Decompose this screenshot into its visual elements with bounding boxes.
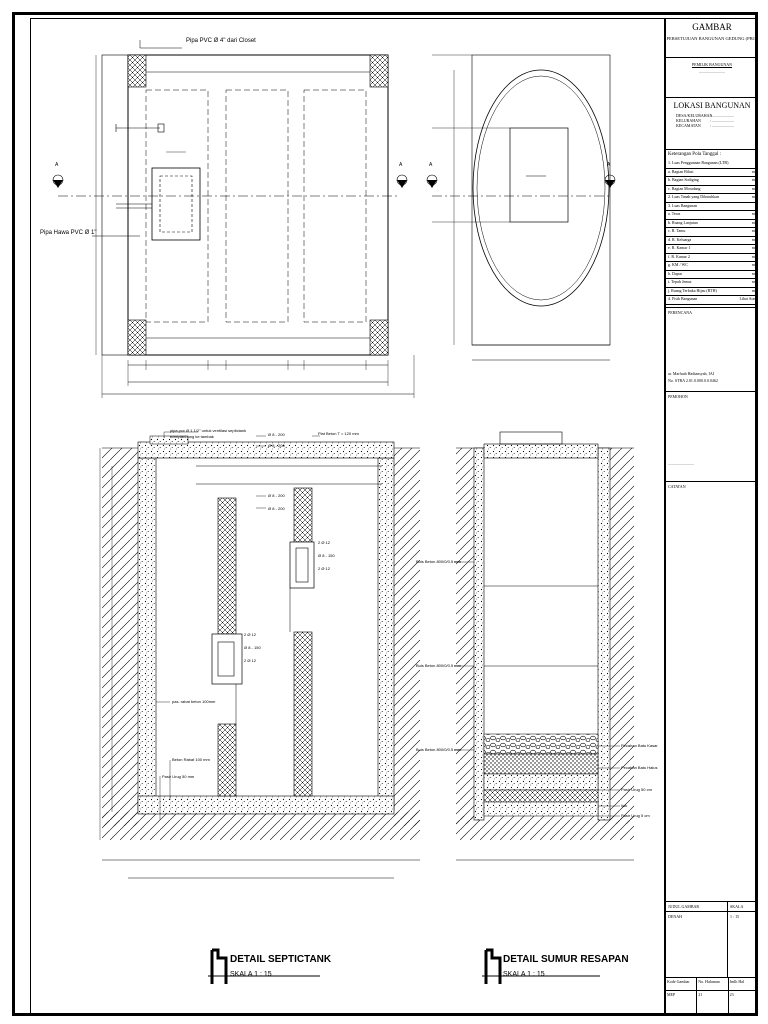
tb-keterangan-label: e. R. Kamar 1 bbox=[668, 245, 691, 250]
tb-location-field-value: : ...................... bbox=[710, 113, 735, 118]
sumur-title bbox=[503, 954, 629, 978]
tb-keterangan-unit: m² bbox=[751, 194, 756, 199]
tb-pemohon-value: .......................... bbox=[668, 461, 694, 466]
tb-location-field-label: KELURAHAN bbox=[676, 118, 701, 123]
label-rebar-3: Ø 8 - 200 bbox=[268, 493, 285, 498]
tb-keterangan-row bbox=[666, 211, 758, 220]
tb-catatan-label: CATATAN bbox=[668, 484, 686, 489]
tb-footer-h1: Kode Gambar bbox=[666, 978, 697, 990]
tb-keterangan-label: h. Dapur bbox=[668, 270, 682, 276]
tb-perencana-label: PERENCANA bbox=[668, 310, 693, 315]
tb-keterangan-unit: m² bbox=[751, 270, 756, 276]
label-buis-1: Buis Beton 800/0/0.5 mm bbox=[416, 559, 461, 564]
tb-keterangan-unit: m² bbox=[751, 185, 756, 191]
label-vent2: menyambung ke tambak bbox=[170, 434, 214, 439]
tb-keterangan-unit: m² bbox=[751, 262, 756, 267]
tb-location-field bbox=[676, 123, 758, 128]
tb-perencana-reg: No. STRA 2.01.0.000.0.0.0462 bbox=[668, 378, 718, 383]
tb-keterangan-row bbox=[666, 262, 758, 271]
tb-judul-cell bbox=[666, 902, 728, 978]
label-pvc-hawa: Pipa Hawa PVC Ø 1" bbox=[40, 230, 97, 236]
tb-keterangan-unit: m² bbox=[751, 253, 756, 259]
tb-keterangan-row bbox=[666, 160, 758, 169]
tb-keterangan-row bbox=[666, 279, 758, 288]
tb-keterangan-row bbox=[666, 254, 758, 263]
tb-catatan bbox=[666, 482, 758, 902]
tb-footer-v3: 23 bbox=[729, 992, 734, 997]
label-vent: pipa pvc Ø 1 1/2" untuk ventilasi septictank bbox=[170, 428, 247, 433]
tb-keterangan-row bbox=[666, 203, 758, 212]
label-pas-rabat: pas. rabat beton 100mm bbox=[172, 699, 216, 704]
label-rebar-d1: 2 Ø 12 bbox=[244, 632, 257, 637]
tb-judul-value: DENAH bbox=[668, 914, 682, 919]
tb-keterangan-row bbox=[666, 194, 758, 203]
tb-keterangan-label: a. Teras bbox=[668, 211, 681, 216]
label-kerikil-halus: Pecahan Batu Halus bbox=[621, 765, 658, 770]
sumur-plan bbox=[427, 55, 615, 360]
section-marker-a-left: A bbox=[55, 162, 59, 168]
tb-pemohon-label: PEMOHON bbox=[668, 394, 688, 399]
tb-location-title: LOKASI BANGUNAN bbox=[673, 101, 751, 110]
tb-keterangan-row bbox=[666, 228, 758, 237]
label-rebar-c1: 2 Ø 12 bbox=[318, 540, 331, 545]
tb-keterangan-label: b. Bagian Sodiging bbox=[668, 177, 699, 182]
tb-keterangan-title: Keterangan Pola Tanggal : bbox=[668, 152, 722, 157]
label-plat-beton: Plat Beton T = 120 mm bbox=[318, 431, 359, 436]
title-block bbox=[664, 18, 758, 1016]
tb-keterangan-unit: m² bbox=[751, 279, 756, 284]
label-rebar-c2: Ø 8 - 150 bbox=[318, 553, 335, 558]
tb-keterangan-row bbox=[666, 245, 758, 254]
tb-perencana bbox=[666, 308, 758, 392]
tb-skala-label: SKALA bbox=[728, 902, 758, 912]
tb-keterangan-label: g. KM / WC bbox=[668, 262, 688, 267]
label-pvc-closet: Pipa PVC Ø 4" dari Closet bbox=[186, 38, 256, 44]
tb-judul bbox=[666, 902, 758, 978]
label-buis-2: Buis Beton 800/0/0.5 mm bbox=[416, 663, 461, 668]
tb-keterangan-label: c. R. Tamu bbox=[668, 228, 686, 233]
tb-footer bbox=[666, 978, 758, 1014]
tb-perencana-name: ar. Marfuah Hadiansyah, IAI bbox=[668, 371, 715, 376]
tb-keterangan-unit: m² bbox=[751, 219, 756, 225]
label-buis-3: Buis Beton 800/0/0.5 mm bbox=[416, 747, 461, 752]
tb-footer-h2: No. Halaman bbox=[697, 978, 728, 990]
tb-keterangan-label: 4. Fisik Bangunan bbox=[668, 296, 698, 301]
tb-keterangan-label: 3. Luas Bangunan bbox=[668, 202, 697, 208]
tb-keterangan-label: j. Ruang Terbuka Hijau (RTH) bbox=[668, 287, 717, 293]
tb-keterangan-row bbox=[666, 169, 758, 178]
tb-keterangan-label: c. Bagian Moradang bbox=[668, 185, 701, 191]
tb-keterangan-unit bbox=[738, 160, 758, 168]
label-rebar-d3: 2 Ø 12 bbox=[244, 658, 257, 663]
sumur-section bbox=[454, 432, 634, 860]
tb-keterangan-row bbox=[666, 271, 758, 280]
tb-keterangan-unit: m² bbox=[751, 228, 756, 233]
tb-location bbox=[666, 98, 758, 150]
tb-location-field-label: DESA/KELURAHAN bbox=[676, 113, 713, 118]
tb-owner-label: PEMILIK BANGUNAN bbox=[691, 62, 733, 67]
tb-keterangan-unit: m² bbox=[751, 245, 756, 250]
tb-keterangan-label: i. Tepuh Jemur bbox=[668, 279, 692, 284]
label-rebar-1: Ø 8 - 200 bbox=[268, 432, 285, 437]
tb-project: PERSETUJUAN BANGUNAN GEDUNG (PBG) bbox=[666, 36, 758, 41]
tb-footer-v2: 21 bbox=[697, 991, 728, 1013]
tb-footer-v1: MEP bbox=[666, 991, 697, 1013]
label-rebar-2: Ø 8 - 200 bbox=[268, 443, 285, 448]
label-ijuk: Ijuk bbox=[621, 803, 628, 808]
tb-keterangan-row bbox=[666, 237, 758, 246]
septic-scale-text: SKALA 1 : 15 bbox=[230, 971, 272, 978]
tb-keterangan-list bbox=[666, 160, 758, 305]
tb-keterangan-unit: m² bbox=[751, 211, 756, 216]
label-kerikil-kasar: Pecahan Batu Kasar bbox=[621, 743, 658, 748]
septic-title bbox=[230, 954, 331, 978]
tb-pemohon bbox=[666, 392, 758, 482]
tb-keterangan-label: b. Ruang Lanjutan bbox=[668, 219, 698, 225]
tb-skala-cell bbox=[728, 902, 758, 978]
label-rebar-d2: Ø 8 - 150 bbox=[244, 645, 261, 650]
tb-keterangan-label: 2. Luas Tanah yang Dibutuhkan bbox=[668, 194, 720, 199]
tb-location-field-value: : ...................... bbox=[710, 118, 735, 123]
label-pasir-urug: Pasir Urug 50 mm bbox=[162, 774, 195, 779]
sumur-scale-text: SKALA 1 : 15 bbox=[503, 971, 545, 978]
section-marker-a-right-left: A bbox=[429, 162, 433, 168]
tb-keterangan-row bbox=[666, 220, 758, 229]
section-marker-a-right: A bbox=[607, 162, 611, 168]
septictank-plan bbox=[53, 40, 414, 398]
tb-judul-label: JUDUL GAMBAR bbox=[666, 902, 727, 912]
label-pasir-urug-3: Pasir Urug 5 cm bbox=[621, 813, 650, 818]
tb-keterangan-label: a. Bagian Bilasi bbox=[668, 168, 694, 174]
tb-keterangan-row bbox=[666, 288, 758, 297]
tb-gambar: GAMBAR bbox=[692, 22, 732, 32]
tb-keterangan-row bbox=[666, 296, 758, 305]
label-rebar-c3: 2 Ø 12 bbox=[318, 566, 331, 571]
septictank-section bbox=[100, 432, 420, 878]
section-marker-a-mid: A bbox=[399, 162, 403, 168]
tb-keterangan-label: 1. Luas Penggunaan Bangunan (LTB) bbox=[668, 160, 729, 165]
tb-owner-value: .......................... bbox=[699, 69, 725, 74]
tb-keterangan-unit: m² bbox=[751, 168, 756, 174]
tb-skala-value: 1 : 15 bbox=[730, 914, 740, 919]
tb-keterangan-label: f. R. Kamar 2 bbox=[668, 253, 690, 259]
tb-keterangan-unit: Lihat Atas bbox=[739, 296, 756, 301]
tb-keterangan-unit: m² bbox=[751, 287, 756, 293]
label-beton-rabat: Beton Rabat 100 mm bbox=[172, 757, 210, 762]
tb-location-field-value: : ...................... bbox=[710, 123, 735, 128]
septic-title-text: DETAIL SEPTICTANK bbox=[230, 954, 332, 965]
label-rebar-4: Ø 8 - 200 bbox=[268, 506, 285, 511]
sumur-title-text: DETAIL SUMUR RESAPAN bbox=[503, 954, 629, 965]
tb-location-field-label: KECAMATAN bbox=[676, 123, 701, 128]
tb-keterangan-unit bbox=[738, 203, 758, 211]
tb-keterangan-row bbox=[666, 186, 758, 195]
tb-keterangan-unit: m² bbox=[751, 236, 756, 242]
label-pasir-urug-2: Pasir Urug 50 cm bbox=[621, 787, 652, 792]
tb-location-list bbox=[666, 113, 758, 128]
tb-owner bbox=[666, 58, 758, 98]
tb-keterangan bbox=[666, 150, 758, 308]
tb-footer-h3: Jmlh Hal bbox=[729, 979, 745, 984]
tb-keterangan-row bbox=[666, 177, 758, 186]
tb-header bbox=[666, 18, 758, 58]
tb-keterangan-label: d. R. Keluarga bbox=[668, 236, 692, 242]
tb-keterangan-unit: m² bbox=[751, 177, 756, 182]
